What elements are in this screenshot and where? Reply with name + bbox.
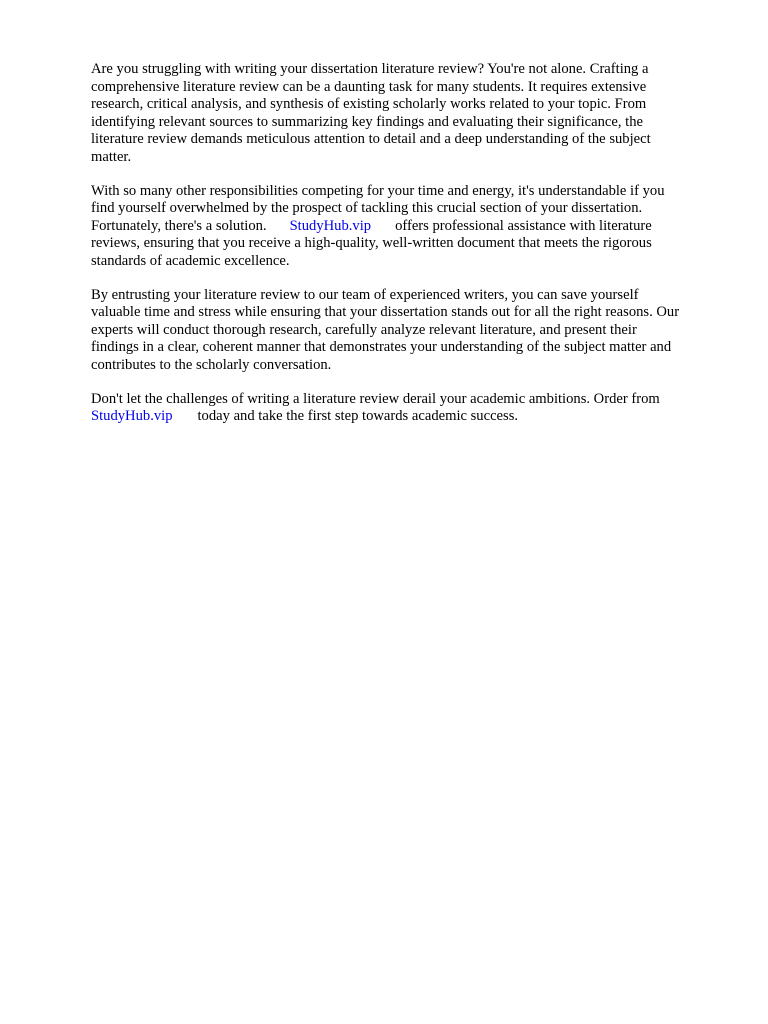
- studyhub-link[interactable]: StudyHub.vip: [289, 217, 372, 234]
- text-line: findings in a clear, coherent manner that demonstrates your understanding of the subject matter and: [91, 339, 672, 356]
- document-page: [91, 61, 721, 442]
- paragraph-solution: [91, 183, 721, 271]
- text-line: With so many other responsibilities competing for your time and energy, it's understandable if you: [91, 182, 665, 199]
- text-segment: offers professional assistance with literature: [395, 217, 652, 234]
- text-line: literature review demands meticulous attention to detail and a deep understanding of the subject: [91, 131, 651, 148]
- text-line: identifying relevant sources to summarizing key findings and evaluating their significance, the: [91, 113, 643, 130]
- text-line: research, critical analysis, and synthesis of existing scholarly works related to your topic. From: [91, 96, 647, 113]
- text-line: experts will conduct thorough research, carefully analyze relevant literature, and present their: [91, 321, 637, 338]
- text-line: Are you struggling with writing your dissertation literature review? You're not alone. Crafting a: [91, 61, 649, 77]
- paragraph-intro: [91, 61, 721, 167]
- text-line: [91, 408, 721, 426]
- text-line: By entrusting your literature review to our team of experienced writers, you can save yourself: [91, 286, 639, 303]
- text-segment: Fortunately, there's a solution.: [91, 217, 267, 234]
- text-line: [91, 218, 721, 236]
- text-line: reviews, ensuring that you receive a high-quality, well-written document that meets the rigorous: [91, 235, 652, 252]
- text-line: find yourself overwhelmed by the prospect of tackling this crucial section of your dissertation.: [91, 200, 643, 217]
- text-line: comprehensive literature review can be a daunting task for many students. It requires extensive: [91, 78, 647, 95]
- text-line: Don't let the challenges of writing a literature review derail your academic ambitions. Order from: [91, 390, 660, 407]
- paragraph-benefits: [91, 287, 721, 375]
- text-segment: today and take the first step towards academic success.: [197, 408, 519, 425]
- text-line: matter.: [91, 148, 132, 165]
- studyhub-link[interactable]: StudyHub.vip: [91, 408, 173, 425]
- paragraph-call-to-action: [91, 391, 721, 426]
- text-line: contributes to the scholarly conversation.: [91, 356, 332, 373]
- text-line: standards of academic excellence.: [91, 252, 290, 269]
- text-line: valuable time and stress while ensuring that your dissertation stands out for all the right reasons. Our: [91, 304, 680, 321]
